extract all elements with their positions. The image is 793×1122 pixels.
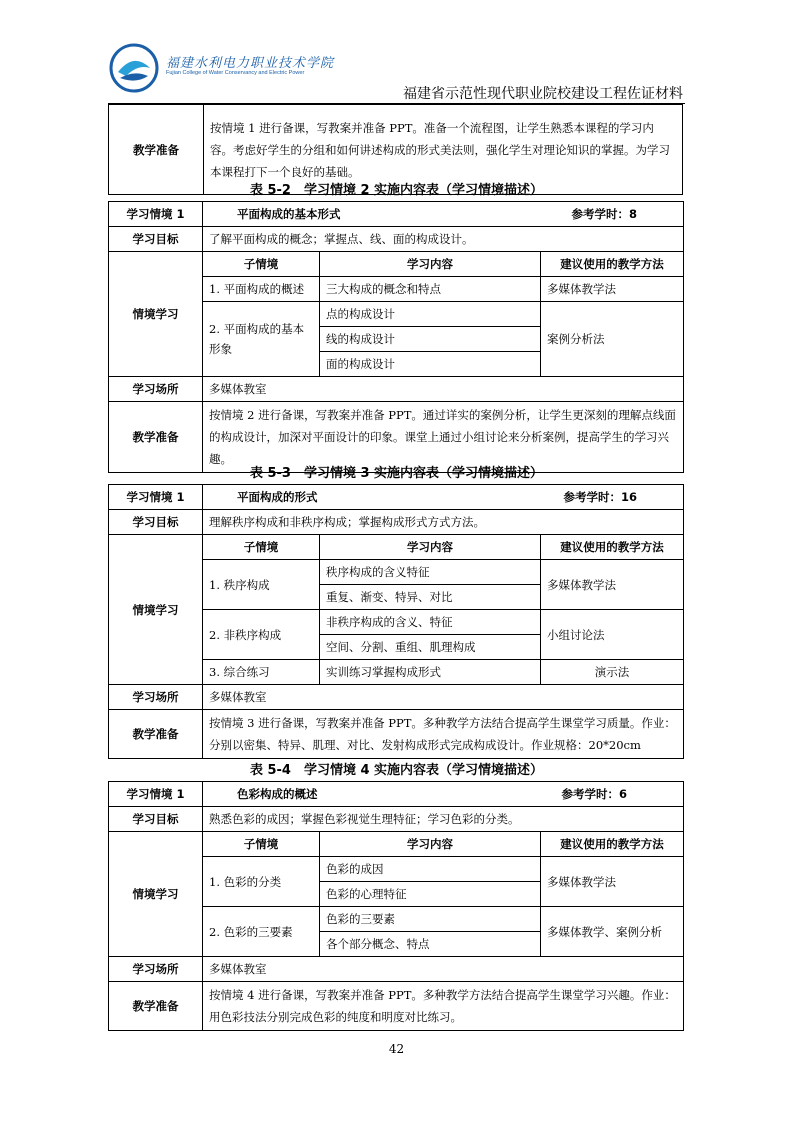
t3-hours: 参考学时：16 [563, 490, 638, 504]
table2-caption: 表 5-2 学习情境 2 实施内容表（学习情境描述） [249, 183, 544, 198]
t2-goal: 了解平面构成的概念；掌握点、线、面的构成设计。 [203, 227, 684, 252]
t4-prep: 按情境 4 进行备课，写教案并准备 PPT。多种教学方法结合提高学生课堂学习兴趣。作业：用色彩技法分别完成色彩的纯度和明度对比练习。 [203, 982, 684, 1031]
t4-row1-cell [203, 782, 684, 807]
t3-prep-label: 教学准备 [109, 710, 203, 759]
page-number: 42 [388, 1042, 405, 1056]
t3-h-sub: 子情境 [203, 535, 320, 560]
t3-goal-label: 学习目标 [109, 510, 203, 535]
t2-r1-method: 多媒体教学法 [541, 277, 684, 302]
t4-prep-label: 教学准备 [109, 982, 203, 1031]
top-prep-label: 教学准备 [109, 105, 204, 195]
t3-prep: 按情境 3 进行备课，写教案并准备 PPT。多种教学方法结合提高学生课堂学习质量。作业：分别以密集、特异、肌理、对比、发射构成形式完成构成设计。作业规格：20*20cm [203, 710, 684, 759]
t4-row1-label: 学习情境 1 [109, 782, 203, 807]
t3-title: 平面构成的形式 [237, 490, 318, 504]
table4-caption: 表 5-4 学习情境 4 实施内容表（学习情境描述） [249, 763, 544, 778]
table3 [108, 484, 684, 759]
t2-r2-sub: 2. 平面构成的基本形象 [203, 302, 320, 377]
top-prep-text: 按情境 1 进行备课，写教案并准备 PPT。准备一个流程图，让学生熟悉本课程的学习内容。考虑好学生的分组和如何讲述构成的形式美法则，强化学生对理论知识的掌握。为学习本课程打下一个良好的基础。 [204, 105, 683, 195]
t3-r3-method: 演示法 [541, 660, 684, 685]
t3-r1-c2: 重复、渐变、特异、对比 [320, 585, 541, 610]
logo-subtitle: Fujian College of Water Conservancy and Electric Power [166, 70, 305, 76]
t4-h-content: 学习内容 [320, 832, 541, 857]
t2-row1-cell [203, 202, 684, 227]
t4-place-label: 学习场所 [109, 957, 203, 982]
t2-prep: 按情境 2 进行备课，写教案并准备 PPT。通过详实的案例分析，让学生更深刻的理解点线面的构成设计，加深对平面设计的印象。课堂上通过小组讨论来分析案例，提高学生的学习兴趣。 [203, 402, 684, 473]
t4-r1-sub: 1. 色彩的分类 [203, 857, 320, 907]
t3-place: 多媒体教室 [203, 685, 684, 710]
t4-h-sub: 子情境 [203, 832, 320, 857]
college-logo [108, 42, 335, 100]
t2-title: 平面构成的基本形式 [237, 207, 341, 221]
t3-r2-method: 小组讨论法 [541, 610, 684, 660]
t2-place-label: 学习场所 [109, 377, 203, 402]
table4 [108, 781, 684, 1031]
t3-row1-cell [203, 485, 684, 510]
t3-place-label: 学习场所 [109, 685, 203, 710]
t3-h-content: 学习内容 [320, 535, 541, 560]
t4-r2-c2: 各个部分概念、特点 [320, 932, 541, 957]
t4-place: 多媒体教室 [203, 957, 684, 982]
t4-r2-c1: 色彩的三要素 [320, 907, 541, 932]
t4-r1-c1: 色彩的成因 [320, 857, 541, 882]
t2-r2-c3: 面的构成设计 [320, 352, 541, 377]
t2-r1-sub: 1. 平面构成的概述 [203, 277, 320, 302]
t2-r2-c1: 点的构成设计 [320, 302, 541, 327]
t2-row1-label: 学习情境 1 [109, 202, 203, 227]
t2-prep-label: 教学准备 [109, 402, 203, 473]
t2-h-sub: 子情境 [203, 252, 320, 277]
t4-goal-label: 学习目标 [109, 807, 203, 832]
t3-h-method: 建议使用的教学方法 [541, 535, 684, 560]
t4-r1-method: 多媒体教学法 [541, 857, 684, 907]
college-emblem-icon [108, 42, 160, 94]
t2-h-content: 学习内容 [320, 252, 541, 277]
t4-study-label: 情境学习 [109, 832, 203, 957]
t3-study-label: 情境学习 [109, 535, 203, 685]
t2-r2-c2: 线的构成设计 [320, 327, 541, 352]
t3-r3-content: 实训练习掌握构成形式 [320, 660, 541, 685]
t2-hours: 参考学时：8 [571, 207, 638, 221]
t4-h-method: 建议使用的教学方法 [541, 832, 684, 857]
t3-r2-sub: 2. 非秩序构成 [203, 610, 320, 660]
logo-text: 福建水利电力职业技术学院 [166, 56, 335, 71]
t4-r2-sub: 2. 色彩的三要素 [203, 907, 320, 957]
t2-r1-content: 三大构成的概念和特点 [320, 277, 541, 302]
t2-r2-method: 案例分析法 [541, 302, 684, 377]
t4-r1-c2: 色彩的心理特征 [320, 882, 541, 907]
t3-row1-label: 学习情境 1 [109, 485, 203, 510]
t3-goal: 理解秩序构成和非秩序构成；掌握构成形式方式方法。 [203, 510, 684, 535]
table2 [108, 201, 684, 473]
t4-r2-method: 多媒体教学、案例分析 [541, 907, 684, 957]
t3-r1-sub: 1. 秩序构成 [203, 560, 320, 610]
t4-hours: 参考学时：6 [561, 787, 628, 801]
t3-r3-sub: 3. 综合练习 [203, 660, 320, 685]
table3-caption: 表 5-3 学习情境 3 实施内容表（学习情境描述） [249, 466, 544, 481]
t2-place: 多媒体教室 [203, 377, 684, 402]
t3-r1-c1: 秩序构成的含义特征 [320, 560, 541, 585]
t2-study-label: 情境学习 [109, 252, 203, 377]
t2-h-method: 建议使用的教学方法 [541, 252, 684, 277]
t4-goal: 熟悉色彩的成因；掌握色彩视觉生理特征；学习色彩的分类。 [203, 807, 684, 832]
t4-title: 色彩构成的概述 [237, 787, 318, 801]
t3-r2-c2: 空间、分割、重组、肌理构成 [320, 635, 541, 660]
t2-goal-label: 学习目标 [109, 227, 203, 252]
t3-r2-c1: 非秩序构成的含义、特征 [320, 610, 541, 635]
header-title: 福建省示范性现代职业院校建设工程佐证材料 [403, 86, 683, 102]
t3-r1-method: 多媒体教学法 [541, 560, 684, 610]
